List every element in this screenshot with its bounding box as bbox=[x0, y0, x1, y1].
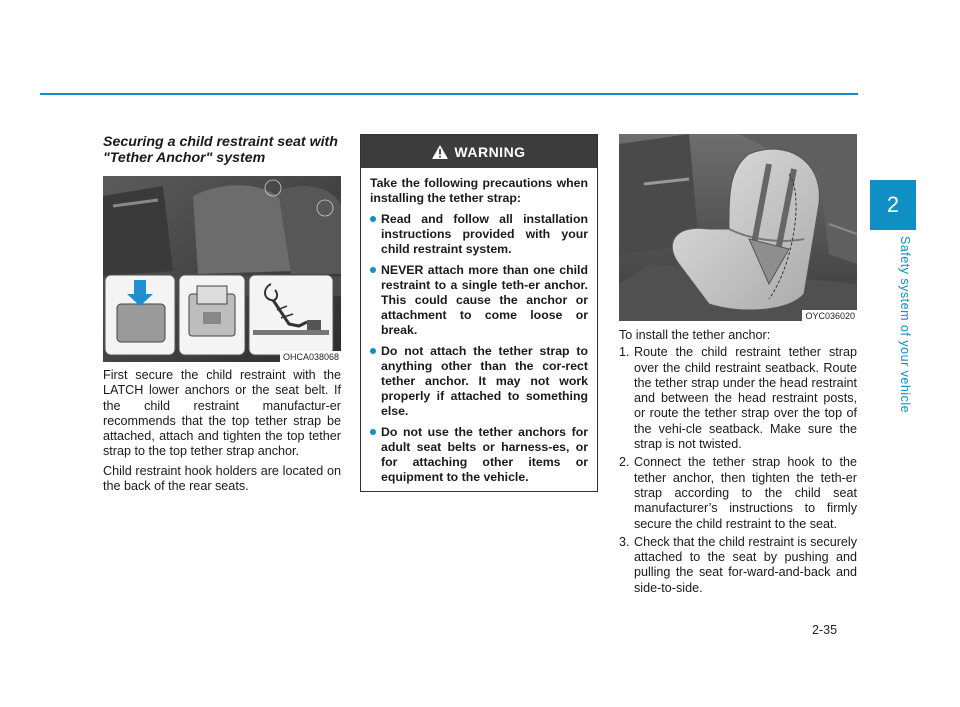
step-text: Check that the child restraint is securely attached to the seat by pushing and pulling the seat for-ward-and-back and side-to-side. bbox=[634, 534, 857, 595]
warning-intro: Take the following precautions when installing the tether strap: bbox=[370, 176, 588, 205]
warning-list bbox=[370, 212, 588, 485]
list-item bbox=[619, 345, 857, 452]
step-number: 1. bbox=[619, 345, 630, 360]
chapter-title: Safety system of your vehicle bbox=[898, 236, 912, 414]
step-number: 3. bbox=[619, 534, 630, 549]
install-steps bbox=[619, 345, 857, 596]
list-item bbox=[370, 425, 588, 485]
warning-item-text: NEVER attach more than one child restraint to a single teth-er anchor. This could cause the anchor or attachment to come loose or break. bbox=[381, 263, 588, 337]
figure-code: OYC036020 bbox=[802, 310, 857, 321]
section-title: Securing a child restraint seat with "Tether Anchor" system bbox=[103, 134, 338, 166]
header-rule bbox=[40, 93, 858, 95]
list-item bbox=[619, 535, 857, 596]
step-text: Route the child restraint tether strap over the child restraint seatback. Route the tether strap under the head restraint and between the head restraint posts, or route the tether strap over the top of the vehi-cle seatback. Make sure the strap is not twisted. bbox=[634, 345, 857, 452]
warning-header bbox=[361, 135, 597, 168]
warning-item-text: Do not use the tether anchors for adult seat belts or harness-es, or for attaching other items or equipment to the vehicle. bbox=[381, 425, 588, 484]
list-item bbox=[619, 455, 857, 531]
bullet-icon bbox=[370, 216, 376, 222]
warning-box bbox=[360, 134, 598, 492]
warning-item-text: Read and follow all installation instructions provided with your child restraint system. bbox=[381, 212, 588, 256]
warning-label: WARNING bbox=[454, 143, 526, 160]
warning-item-text: Do not attach the tether strap to anything other than the cor-rect tether anchor. It may not work properly if attached to something else. bbox=[381, 344, 588, 418]
figure-code: OHCA038068 bbox=[280, 351, 341, 362]
list-item bbox=[370, 344, 588, 419]
bullet-icon bbox=[370, 267, 376, 273]
list-item bbox=[370, 212, 588, 257]
bullet-icon bbox=[370, 348, 376, 354]
bullet-icon bbox=[370, 429, 376, 435]
paragraph-hook-holders: Child restraint hook holders are located on the back of the rear seats. bbox=[103, 463, 341, 494]
list-item bbox=[370, 263, 588, 338]
chapter-tab bbox=[870, 180, 916, 230]
install-intro: To install the tether anchor: bbox=[619, 328, 771, 342]
rear-seat-illustration bbox=[103, 176, 341, 362]
warning-body bbox=[361, 168, 597, 485]
chapter-number: 2 bbox=[886, 192, 900, 217]
warning-triangle-icon bbox=[432, 145, 448, 159]
child-seat-illustration bbox=[619, 134, 857, 321]
step-number: 2. bbox=[619, 455, 630, 470]
right-column bbox=[619, 134, 857, 599]
child-seat-figure bbox=[619, 134, 857, 321]
paragraph-secure: First secure the child restraint with the LATCH lower anchors or the seat belt. If the child restraint manufactur-er recommends that the top tether strap be attached, attach and tighten the top tether strap to the top tether strap anchor. bbox=[103, 368, 341, 459]
rear-seat-figure bbox=[103, 176, 341, 362]
step-text: Connect the tether strap hook to the tether anchor, then tighten the teth-er strap according to the child seat manufacturer’s instructions to firmly secure the child restraint to the seat. bbox=[634, 455, 857, 531]
page-number: 2-35 bbox=[812, 623, 838, 637]
left-column bbox=[103, 134, 341, 498]
